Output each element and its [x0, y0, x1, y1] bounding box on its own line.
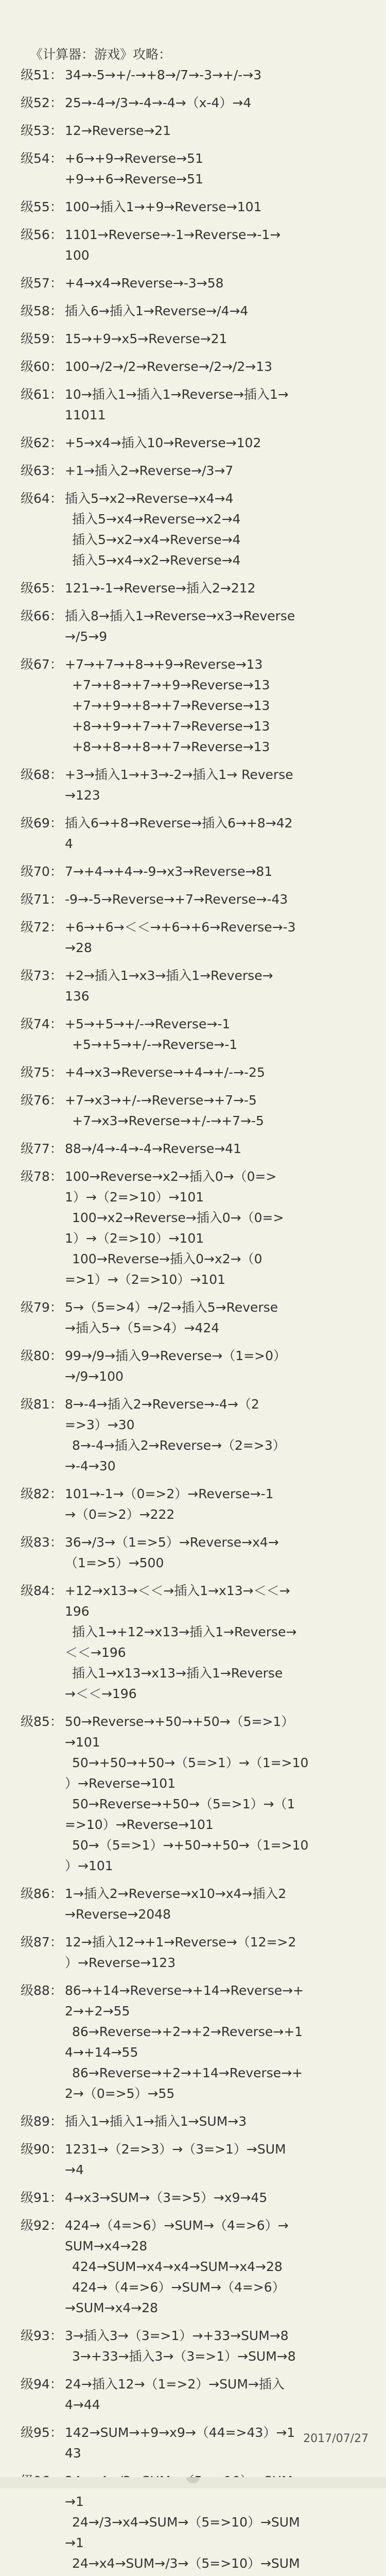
- solution-line: 88→/4→-4→-4→Reverse→41: [65, 1141, 242, 1156]
- level-entry: [21, 1166, 379, 1290]
- solution-line: 100→x2→Reverse→插入0→（0=>: [72, 1210, 284, 1225]
- solution-line: 12→插入12→+1→Reverse→（12=>2: [65, 1935, 296, 1950]
- solution-line: 插入5→x2→Reverse→x4→4: [65, 491, 234, 506]
- solution-line: →（0=>2）→222: [65, 1507, 175, 1522]
- solution-line: 插入1→x13→x13→插入1→Reverse: [72, 1666, 283, 1681]
- level-entry: [21, 384, 379, 426]
- solution-line: ＜＜→196: [65, 1645, 126, 1660]
- solution-line: 15→+9→x5→Reverse→21: [65, 331, 227, 346]
- solution-line: ）→Reverse→101: [65, 1776, 176, 1791]
- solution-line: 4: [65, 836, 73, 851]
- level-solution: [65, 1394, 379, 1477]
- solution-line: 插入5→x4→x2→Reverse→4: [72, 553, 241, 568]
- solution-line: 1→插入2→Reverse→x10→x4→插入2: [65, 1886, 287, 1901]
- level-entry: [21, 1980, 379, 2104]
- level-label: 级75：: [21, 1065, 63, 1080]
- level-label: 级90：: [21, 2142, 63, 2157]
- solution-line: 24→x4→SUM→/3→（5=>10）→SUM: [72, 2556, 300, 2571]
- level-entry: [21, 225, 379, 266]
- level-solution: [65, 1166, 379, 1290]
- level-entry: [21, 606, 379, 647]
- level-label: 级92：: [21, 2218, 63, 2233]
- solution-line: 5→（5=>4）→/2→插入5→Reverse: [65, 1300, 278, 1315]
- level-solution: [65, 2111, 379, 2132]
- level-entry: [21, 1297, 379, 1338]
- solution-line: [65, 2574, 379, 2576]
- level-solution: [65, 654, 379, 757]
- level-solution: [65, 1711, 379, 1876]
- solution-line: 8→-4→插入2→Reverse→-4→（2: [65, 1397, 259, 1412]
- solution-line: 插入1→插入1→插入1→SUM→3: [65, 2114, 247, 2129]
- solution-line: 1101→Reverse→-1→Reverse→-1→: [65, 227, 281, 242]
- solution-line: 100: [65, 248, 90, 263]
- solution-line: +5→+5→+/-→Reverse→-1: [65, 1016, 231, 1031]
- solution-line: 1）→（2=>10）→101: [65, 1231, 204, 1246]
- level-solution: [65, 1090, 379, 1131]
- level-label: 级83：: [21, 1535, 63, 1550]
- level-solution: [65, 357, 379, 377]
- solution-line: →＜＜→196: [65, 1686, 137, 1701]
- solution-line: →插入5→（5=>4）→424: [65, 1320, 220, 1335]
- level-solution: [65, 2215, 379, 2318]
- solution-line: ）→Reverse→123: [65, 1955, 176, 1970]
- solution-line: 99→/9→插入9→Reverse→（1=>0）: [65, 1348, 287, 1363]
- solution-line: =>3）→30: [65, 1417, 135, 1432]
- solution-line: +5→+5→+/-→Reverse→-1: [72, 1037, 238, 1052]
- level-entry: [21, 433, 379, 453]
- solution-line: +7→x3→+/-→Reverse→+7→-5: [65, 1093, 257, 1108]
- level-label: 级86：: [21, 1886, 63, 1901]
- level-entry: [21, 654, 379, 757]
- solution-line: =>1）→（2=>10）→101: [65, 1272, 226, 1287]
- level-solution: [65, 578, 379, 599]
- page-title: 《计算器：游戏》攻略：: [30, 47, 172, 62]
- solution-line: 136: [65, 989, 90, 1004]
- solution-line: 36→/3→（1=>5）→Reverse→x4→: [65, 1535, 279, 1550]
- level-label: 级62：: [21, 435, 63, 450]
- level-solution: [65, 1532, 379, 1573]
- level-label: 级69：: [21, 816, 63, 831]
- level-entry: [21, 813, 379, 854]
- solution-line: 424→（4=>6）→SUM→（4=>6）→: [65, 2218, 289, 2233]
- level-solution: [65, 488, 379, 571]
- level-label: 级64：: [21, 491, 63, 506]
- solution-line: 25→-4→/3→-4→-4→（x-4）→4: [65, 95, 252, 110]
- solution-line: 4→+14→55: [65, 2045, 138, 2060]
- level-solution: [65, 2139, 379, 2180]
- level-entry: [21, 578, 379, 599]
- solution-line: 24→/3→x4→SUM→（5=>10）→SUM: [72, 2515, 300, 2530]
- level-entry: [21, 1484, 379, 1525]
- level-solution: [65, 965, 379, 1007]
- solution-line: 50→+50→+50→（5=>1）→（1=>10: [72, 1755, 309, 1770]
- level-solution: [65, 1014, 379, 1055]
- level-solution: [65, 1581, 379, 1704]
- level-label: 级63：: [21, 463, 63, 478]
- level-label: 级93：: [21, 2328, 63, 2343]
- level-label: 级80：: [21, 1348, 63, 1363]
- solution-line: +7→+7→+8→+9→Reverse→13: [65, 657, 263, 672]
- level-solution: [65, 461, 379, 481]
- level-solution: [65, 813, 379, 854]
- level-label: 级76：: [21, 1093, 63, 1108]
- level-entry: [21, 329, 379, 349]
- level-solution: [65, 121, 379, 141]
- solution-line: 24→插入12→（1=>2）→SUM→插入: [65, 2377, 285, 2392]
- solution-line: 插入8→插入1→Reverse→x3→Reverse: [65, 608, 295, 623]
- level-label: 级55：: [21, 199, 63, 214]
- level-solution: [65, 93, 379, 113]
- solution-line: →1: [65, 2494, 84, 2509]
- solution-line: 424→SUM→x4→x4→SUM→x4→28: [72, 2259, 283, 2274]
- level-solution: [65, 606, 379, 647]
- level-label: 级95：: [21, 2425, 63, 2440]
- solution-line: 11011: [65, 408, 106, 422]
- level-entry: [21, 1581, 379, 1704]
- level-solution: [65, 1346, 379, 1387]
- solution-line: 3→+33→插入3→（3=>1）→SUM→8: [72, 2349, 296, 2364]
- solution-line: +7→+9→+8→+7→Reverse→13: [72, 698, 270, 713]
- level-entry: [21, 2374, 379, 2415]
- level-entry: [21, 1014, 379, 1055]
- level-entry: [21, 2215, 379, 2318]
- level-solution: [65, 2374, 379, 2415]
- level-label: 级89：: [21, 2114, 63, 2129]
- solution-line: 插入6→+8→Reverse→插入6→+8→42: [65, 816, 293, 831]
- solution-line: 50→Reverse→+50→+50→（5=>1）: [65, 1714, 294, 1729]
- solution-line: SUM→x4→28: [65, 2239, 148, 2253]
- level-label: 级91：: [21, 2190, 63, 2205]
- level-entry: [21, 1532, 379, 1573]
- level-entry: [21, 2111, 379, 2132]
- solution-line: +4→x3→Reverse→+4→+/-→-25: [65, 1065, 265, 1080]
- solution-line: 100→/2→/2→Reverse→/2→/2→13: [65, 359, 273, 374]
- solution-line: →Reverse→2048: [65, 1907, 171, 1922]
- level-label: 级88：: [21, 1983, 63, 1998]
- level-label: 级77：: [21, 1141, 63, 1156]
- solution-line: 86→+14→Reverse→+14→Reverse→+: [65, 1983, 304, 1998]
- solution-line: +6→+6→＜＜→+6→+6→Reverse→-3: [65, 920, 296, 935]
- solution-line: +2→插入1→x3→插入1→Reverse→: [65, 968, 273, 983]
- level-label: 级73：: [21, 968, 63, 983]
- solution-line: 插入6→插入1→Reverse→/4→4: [65, 303, 249, 318]
- level-label: 级65：: [21, 581, 63, 596]
- level-entry: [21, 1711, 379, 1876]
- level-label: 级61：: [21, 387, 63, 402]
- level-entry: [21, 357, 379, 377]
- level-label: 级79：: [21, 1300, 63, 1315]
- level-entry: [21, 765, 379, 806]
- solution-line: =>10）→Reverse→101: [65, 1817, 214, 1832]
- level-solution: [65, 148, 379, 190]
- level-entry: [21, 1884, 379, 1925]
- level-label: 级84：: [21, 1583, 63, 1598]
- solution-line: 4→x3→SUM→（3=>5）→x9→45: [65, 2190, 268, 2205]
- level-entry: [21, 1139, 379, 1159]
- level-label: 级81：: [21, 1397, 63, 1412]
- level-solution: [65, 1884, 379, 1925]
- level-entry: [21, 65, 379, 86]
- solution-line: （1=>5）→500: [65, 1555, 164, 1570]
- solution-line: →101: [65, 1735, 100, 1750]
- level-entry: [21, 889, 379, 910]
- solution-line: 1）→（2=>10）→101: [65, 1190, 204, 1205]
- solution-line: 34→-5→+/-→+8→/7→-3→+/-→3: [65, 67, 262, 82]
- level-label: 级67：: [21, 657, 63, 672]
- solution-line: →28: [65, 940, 92, 955]
- level-entry: [21, 965, 379, 1007]
- level-solution: [65, 1980, 379, 2104]
- level-solution: [65, 889, 379, 910]
- level-label: 级94：: [21, 2377, 63, 2392]
- solution-line: +7→x3→Reverse→+/-→+7→-5: [72, 1113, 264, 1128]
- level-entry: [21, 917, 379, 958]
- solution-line: →1: [65, 2535, 84, 2550]
- solution-line: +4→x4→Reverse→-3→58: [65, 276, 224, 291]
- solution-line: +8→+9→+7→+7→Reverse→13: [72, 719, 270, 734]
- solution-line: 100→Reverse→插入0→x2→（0: [72, 1251, 262, 1266]
- solution-line: +8→+8→+8→+7→Reverse→13: [72, 739, 270, 754]
- level-entry: [21, 2188, 379, 2208]
- solution-line: 4→44: [65, 2397, 100, 2412]
- solution-line: -9→-5→Reverse→+7→Reverse→-43: [65, 892, 288, 907]
- level-label: 级78：: [21, 1169, 63, 1184]
- level-entry: [21, 861, 379, 882]
- solution-line: 3→插入3→（3=>1）→+33→SUM→8: [65, 2328, 289, 2343]
- solution-line: →/5→9: [65, 629, 108, 644]
- solution-line: 142→SUM→+9→x9→（44=>43）→1: [65, 2425, 295, 2440]
- level-entry: [21, 148, 379, 190]
- solution-line: 86→Reverse→+2→+14→Reverse→+: [72, 2065, 303, 2080]
- level-label: 级82：: [21, 1486, 63, 1501]
- level-solution: [65, 917, 379, 958]
- level-label: 级68：: [21, 767, 63, 782]
- level-solution: [65, 433, 379, 453]
- solution-line: 50→（5=>1）→+50→+50→（1=>10: [72, 1838, 309, 1853]
- solution-line: 86→Reverse→+2→+2→Reverse→+1: [72, 2024, 303, 2039]
- level-label: 级70：: [21, 864, 63, 879]
- level-solution: [65, 2188, 379, 2208]
- level-label: 级56：: [21, 227, 63, 242]
- level-label: 级53：: [21, 123, 63, 138]
- level-label: 级59：: [21, 331, 63, 346]
- solution-line: +12→x13→＜＜→插入1→x13→＜＜→: [65, 1583, 290, 1598]
- solution-line: +9→+6→Reverse→51: [65, 172, 203, 187]
- level-solution: [65, 301, 379, 321]
- level-entry: [21, 93, 379, 113]
- solution-line: 插入5→x4→Reverse→x2→4: [72, 512, 241, 527]
- solution-line: →/9→100: [65, 1369, 124, 1384]
- solution-line: 插入5→x2→x4→Reverse→4: [72, 532, 241, 547]
- level-entry: [21, 121, 379, 141]
- level-solution: [65, 65, 379, 86]
- solution-line: 424→（4=>6）→SUM→（4=>6）: [72, 2280, 285, 2295]
- level-label: 级87：: [21, 1935, 63, 1950]
- level-label: 级57：: [21, 276, 63, 291]
- level-label: 级60：: [21, 359, 63, 374]
- solution-line: 8→-4→插入2→Reverse→（2=>3）: [72, 1438, 286, 1453]
- level-entry: [21, 461, 379, 481]
- level-entry: [21, 273, 379, 294]
- level-label: 级85：: [21, 1714, 63, 1729]
- solution-line: 2→（0=>5）→55: [65, 2086, 175, 2101]
- solution-line: 43: [65, 2446, 81, 2461]
- level-solution: [65, 861, 379, 882]
- solution-line: +1→插入2→Reverse→/3→7: [65, 463, 234, 478]
- level-entry: [21, 2139, 379, 2180]
- solution-line: →-4→30: [65, 1459, 116, 1473]
- level-label: 级58：: [21, 303, 63, 318]
- level-solution: [65, 197, 379, 217]
- solution-line: +7→+8→+7→+9→Reverse→13: [72, 677, 270, 692]
- level-solution: [65, 273, 379, 294]
- level-label: 级72：: [21, 920, 63, 935]
- solution-line: +6→+9→Reverse→51: [65, 151, 203, 166]
- solution-line: 2→+2→55: [65, 2004, 130, 2019]
- solution-line: →SUM→x4→28: [65, 2300, 159, 2315]
- solution-line: ）→101: [65, 1858, 113, 1873]
- level-solution: [65, 384, 379, 426]
- level-entry: [21, 488, 379, 571]
- level-entry: [21, 2326, 379, 2367]
- solution-line: 100→Reverse→x2→插入0→（0=>: [65, 1169, 277, 1184]
- level-entry: [21, 1346, 379, 1387]
- level-entry: [21, 301, 379, 321]
- solution-line: →4: [65, 2162, 84, 2177]
- solution-line: +5→x4→插入10→Reverse→102: [65, 435, 261, 450]
- level-label: 级66：: [21, 608, 63, 623]
- solution-line: 12→Reverse→21: [65, 123, 171, 138]
- level-solution: [65, 765, 379, 806]
- solution-line: 7→+4→+4→-9→x3→Reverse→81: [65, 864, 273, 879]
- level-solution: [65, 225, 379, 266]
- level-label: 级71：: [21, 892, 63, 907]
- level-label: 级51：: [21, 67, 63, 82]
- level-solution: [65, 329, 379, 349]
- level-entry: [21, 1090, 379, 1131]
- solution-line: 101→-1→（0=>2）→Reverse→-1: [65, 1486, 274, 1501]
- solution-line: 10→插入1→插入1→Reverse→插入1→: [65, 387, 289, 402]
- level-label: 级54：: [21, 151, 63, 166]
- solution-line: +3→插入1→+3→-2→插入1→ Reverse: [65, 767, 293, 782]
- solution-line: 50→Reverse→+50→（5=>1）→（1: [72, 1797, 295, 1811]
- solution-line: 196: [65, 1604, 90, 1619]
- level-solution: [65, 2326, 379, 2367]
- level-label: 级74：: [21, 1016, 63, 1031]
- level-solution: [65, 1484, 379, 1525]
- level-solution: [65, 1139, 379, 1159]
- date-stamp: 2017/07/27: [303, 2432, 369, 2445]
- solution-line: 100→插入1→+9→Reverse→101: [65, 199, 262, 214]
- level-label: 级52：: [21, 95, 63, 110]
- level-solution: [65, 1062, 379, 1083]
- level-entry: [21, 1062, 379, 1083]
- solution-line: →123: [65, 788, 100, 803]
- level-entry: [21, 197, 379, 217]
- level-entry: [21, 1932, 379, 1973]
- solution-line: 121→-1→Reverse→插入2→212: [65, 581, 256, 596]
- level-solution: [65, 1297, 379, 1338]
- level-solution: [65, 1932, 379, 1973]
- levels-list: [21, 65, 379, 2576]
- solution-line: 插入1→+12→x13→插入1→Reverse→: [72, 1624, 297, 1639]
- solution-line: 1231→（2=>3）→（3=>1）→SUM: [65, 2142, 286, 2157]
- level-entry: [21, 1394, 379, 1477]
